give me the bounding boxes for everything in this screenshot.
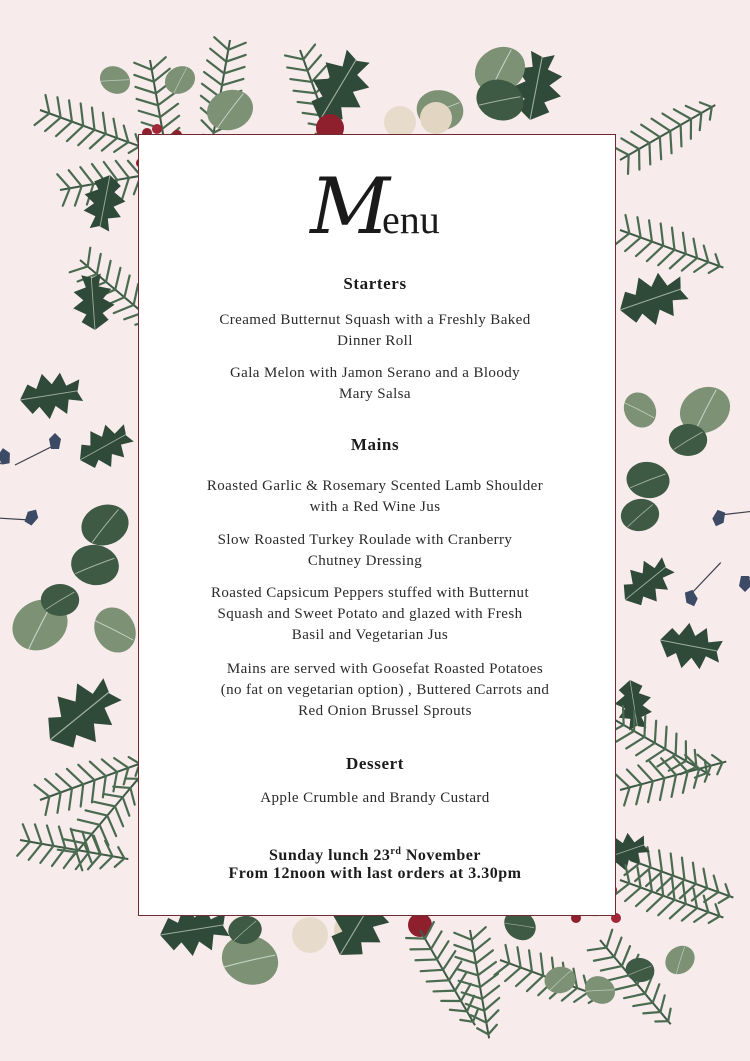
menu-item: Slow Roasted Turkey Roulade with Cranberry Chutney Dressing bbox=[217, 532, 513, 569]
menu-item: Apple Crumble and Brandy Custard bbox=[260, 790, 490, 806]
event-time: From 12noon with last orders at 3.30pm bbox=[228, 865, 522, 882]
menu-item: Roasted Garlic & Rosemary Scented Lamb Shoulder with a Red Wine Jus bbox=[206, 478, 544, 515]
section-heading-starters: Starters bbox=[343, 274, 407, 293]
menu-title-initial: M bbox=[310, 162, 389, 252]
menu-item: Creamed Butternut Squash with a Freshly Baked Dinner Roll bbox=[219, 312, 531, 349]
menu-title bbox=[0, 162, 750, 252]
menu-item: Gala Melon with Jamon Serano and a Bloody Mary Salsa bbox=[229, 365, 521, 402]
event-date-suffix: November bbox=[401, 847, 481, 864]
event-date-prefix: Sunday lunch 23 bbox=[269, 847, 391, 864]
menu-title-rest: enu bbox=[382, 197, 440, 242]
section-heading-mains: Mains bbox=[350, 435, 400, 454]
menu-item: Roasted Capsicum Peppers stuffed with Butternut Squash and Sweet Potato and glazed with Fresh Basil and Vegetarian Jus bbox=[210, 585, 530, 643]
event-date-ordinal: rd bbox=[390, 846, 402, 857]
section-heading-dessert: Dessert bbox=[345, 754, 404, 773]
menu-item: Mains are served with Goosefat Roasted Potatoes (no fat on vegetarian option) , Buttered Carrots and Red Onion Brussel Sprouts bbox=[220, 661, 550, 719]
